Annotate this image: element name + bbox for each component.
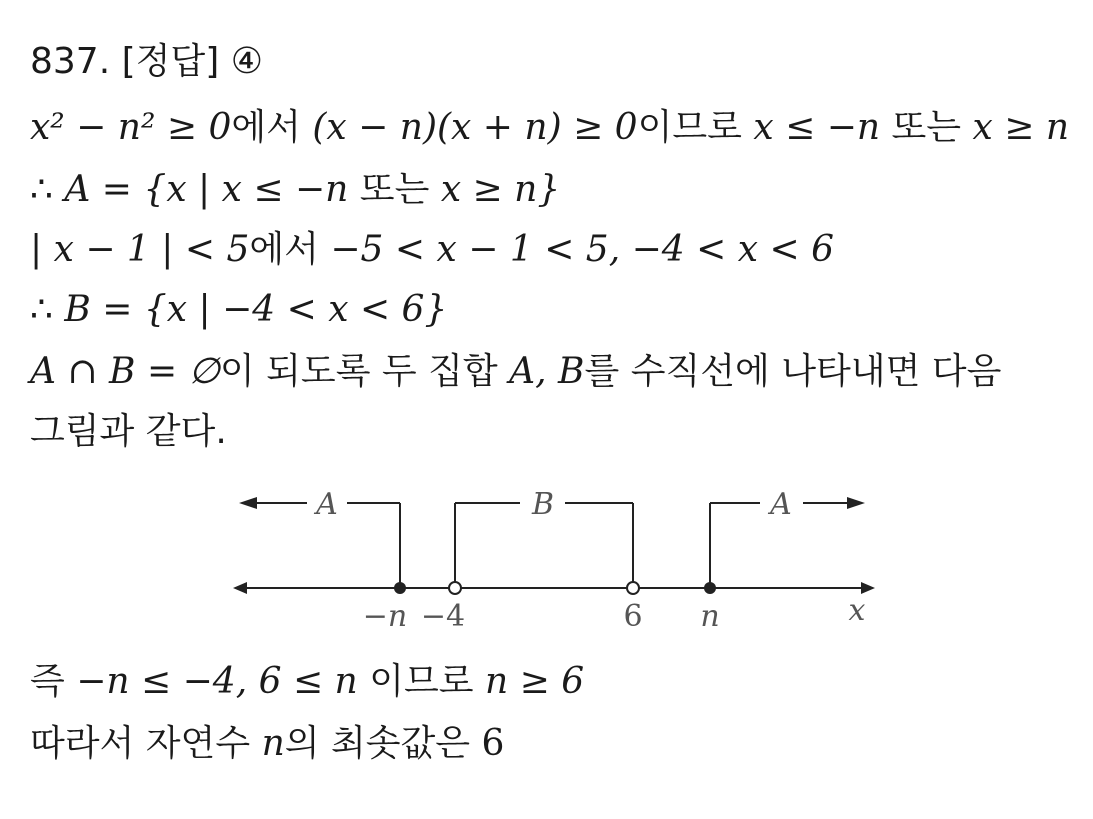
axis-left-arrow (233, 582, 247, 594)
solution-line-3 (30, 228, 834, 272)
absolute-inequality: | x − 1 | < 5 (30, 229, 250, 270)
condition-2: x ≥ n (972, 107, 1070, 148)
solution-line-1 (30, 106, 1069, 150)
intersection-condition: A ∩ B = ∅ (30, 351, 220, 392)
therefore-symbol: ∴ (30, 169, 53, 210)
set-a-open: A = {x | x ≤ −n (64, 169, 349, 210)
solution-line-4 (30, 288, 447, 332)
variable-n: n (261, 723, 285, 764)
label-a-right: A (770, 487, 792, 522)
solution-line-2 (30, 168, 560, 212)
text-segment: 이 되도록 두 집합 (219, 351, 498, 392)
word-imeuro: 이므로 (369, 661, 474, 702)
label-b: B (531, 487, 555, 522)
number-line-diagram (225, 478, 885, 638)
condition-1: x ≤ −n (753, 107, 881, 148)
word-jeuk: 즉 (30, 661, 65, 702)
solution-line-5 (30, 350, 1001, 394)
solution-line-7 (30, 660, 584, 704)
result-inequality: n ≥ 6 (484, 661, 585, 702)
word-ttoneun: 또는 (359, 169, 430, 210)
set-b: B = {x | −4 < x < 6} (64, 289, 448, 330)
word-ttoneun: 또는 (891, 107, 962, 148)
text-segment: 의 최솟값은 (284, 723, 471, 764)
tick-label-n: n (700, 599, 720, 634)
text-segment: 를 수직선에 나타내면 다음 (584, 351, 1002, 392)
solution-line-6 (30, 410, 227, 454)
point-neg-4-open (449, 582, 461, 594)
therefore-symbol: ∴ (30, 289, 53, 330)
tick-label-6: 6 (623, 599, 643, 634)
answer-tag: [정답] (121, 41, 220, 82)
word-eseo: 에서 (249, 229, 319, 270)
word-eseo: 에서 (231, 107, 301, 148)
set-names: A, B (509, 351, 585, 392)
tick-label-neg-n: −n (362, 599, 408, 634)
expanded-inequality: −5 < x − 1 < 5, −4 < x < 6 (330, 229, 834, 270)
axis-label-x: x (848, 593, 866, 628)
a-right-arrowhead (847, 497, 865, 509)
text-segment: 따라서 자연수 (30, 723, 251, 764)
problem-header (30, 40, 263, 84)
set-a-close: x ≥ n} (440, 169, 561, 210)
answer-mark: ④ (230, 41, 263, 82)
point-neg-n-closed (394, 582, 406, 594)
factored-inequality: (x − n)(x + n) ≥ 0 (312, 107, 638, 148)
tick-label-neg-4: −4 (420, 599, 466, 634)
problem-number: 837. (30, 41, 111, 82)
inequality: x² − n² ≥ 0 (30, 107, 232, 148)
point-6-open (627, 582, 639, 594)
word-imeuro: 이므로 (637, 107, 742, 148)
combined-inequality: −n ≤ −4, 6 ≤ n (76, 661, 358, 702)
final-answer-value: 6 (481, 723, 505, 764)
point-n-closed (704, 582, 716, 594)
text-segment: 그림과 같다. (30, 411, 227, 452)
solution-line-8 (30, 722, 504, 766)
label-a-left: A (316, 487, 338, 522)
